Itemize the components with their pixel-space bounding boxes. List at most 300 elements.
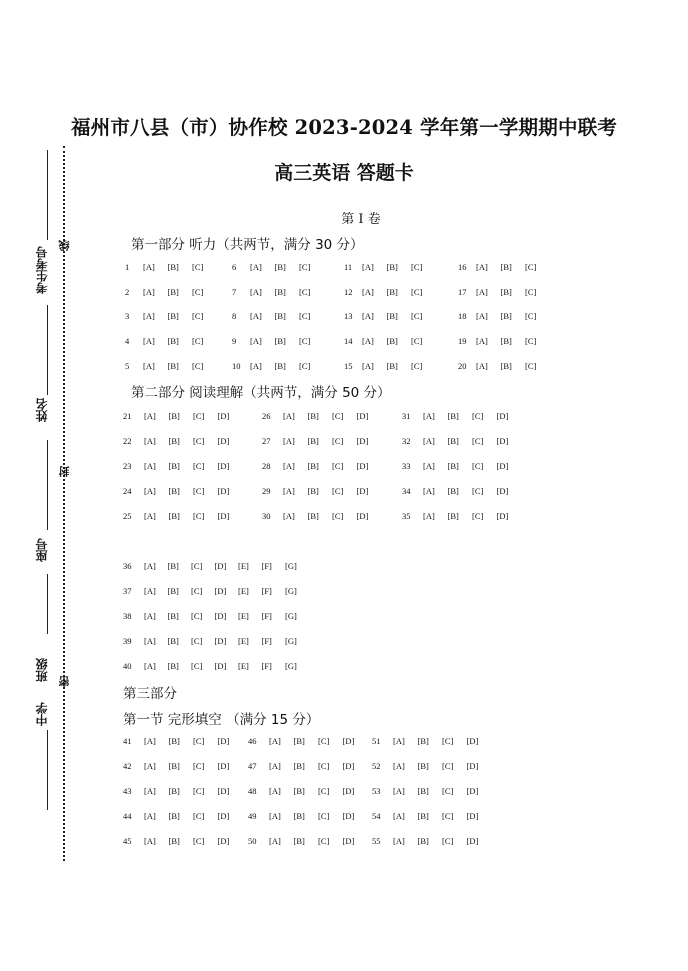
option-a-bubble[interactable]: [A] [269,786,281,796]
option-b-bubble[interactable]: [B] [307,436,319,446]
question-number: 27 [262,436,271,446]
option-b-bubble[interactable]: [B] [167,586,179,596]
option-d-bubble[interactable]: [D] [217,761,230,771]
question-38 [123,611,309,621]
name-label: 姓名 [35,398,49,422]
option-d-bubble[interactable]: [D] [342,811,355,821]
option-b-bubble[interactable]: [B] [307,511,319,521]
question-number: 39 [123,636,132,646]
option-b-bubble[interactable]: [B] [274,311,286,321]
option-b-bubble[interactable]: [B] [167,262,179,272]
option-g-bubble[interactable]: [G] [285,561,297,571]
question-number: 51 [372,736,381,746]
question-48 [248,786,367,796]
option-b-bubble[interactable]: [B] [500,361,512,371]
option-a-bubble[interactable]: [A] [393,836,405,846]
option-b-bubble[interactable]: [B] [417,811,429,821]
question-40 [123,661,309,671]
option-c-bubble[interactable]: [C] [193,411,205,421]
question-25 [123,511,242,521]
option-b-bubble[interactable]: [B] [167,636,179,646]
option-d-bubble[interactable]: [D] [496,411,509,421]
option-c-bubble[interactable]: [C] [442,836,454,846]
option-a-bubble[interactable]: [A] [362,311,374,321]
question-number: 49 [248,811,257,821]
option-c-bubble[interactable]: [C] [193,511,205,521]
option-a-bubble[interactable]: [A] [144,786,156,796]
option-c-bubble[interactable]: [C] [472,486,484,496]
option-c-bubble[interactable]: [C] [318,786,330,796]
option-b-bubble[interactable]: [B] [307,486,319,496]
question-55 [372,836,491,846]
option-d-bubble[interactable]: [D] [217,511,230,521]
option-b-bubble[interactable]: [B] [168,811,180,821]
question-34 [402,486,521,496]
name-line[interactable] [47,440,48,530]
option-b-bubble[interactable]: [B] [167,361,179,371]
option-d-bubble[interactable]: [D] [466,761,479,771]
option-c-bubble[interactable]: [C] [191,636,203,646]
question-number: 28 [262,461,271,471]
option-a-bubble[interactable]: [A] [143,262,155,272]
option-d-bubble[interactable]: [D] [356,411,369,421]
option-b-bubble[interactable]: [B] [167,561,179,571]
option-d-bubble[interactable]: [D] [356,486,369,496]
question-number: 38 [123,611,132,621]
option-d-bubble[interactable]: [D] [356,511,369,521]
part3-subheading: 第一节 完形填空 （满分 15 分） [123,712,320,728]
exam-number-line-lower[interactable] [47,305,48,395]
option-a-bubble[interactable]: [A] [144,486,156,496]
option-c-bubble[interactable]: [C] [193,786,205,796]
option-f-bubble[interactable]: [F] [261,636,272,646]
option-a-bubble[interactable]: [A] [283,411,295,421]
question-43 [123,786,242,796]
part2-heading: 第二部分 阅读理解（共两节，满分 50 分） [131,385,391,401]
option-c-bubble[interactable]: [C] [318,836,330,846]
option-a-bubble[interactable]: [A] [144,761,156,771]
option-c-bubble[interactable]: [C] [191,661,203,671]
option-d-bubble[interactable]: [D] [496,486,509,496]
option-b-bubble[interactable]: [B] [274,336,286,346]
option-b-bubble[interactable]: [B] [274,287,286,297]
question-21 [123,411,242,421]
option-d-bubble[interactable]: [D] [356,461,369,471]
question-53 [372,786,491,796]
question-number: 10 [232,361,241,371]
option-b-bubble[interactable]: [B] [168,436,180,446]
option-c-bubble[interactable]: [C] [411,262,423,272]
option-c-bubble[interactable]: [C] [332,411,344,421]
option-a-bubble[interactable]: [A] [393,761,405,771]
option-b-bubble[interactable]: [B] [447,461,459,471]
option-b-bubble[interactable]: [B] [167,336,179,346]
option-a-bubble[interactable]: [A] [269,761,281,771]
question-number: 29 [262,486,271,496]
option-c-bubble[interactable]: [C] [472,511,484,521]
option-b-bubble[interactable]: [B] [447,436,459,446]
question-3 [125,311,217,321]
option-c-bubble[interactable]: [C] [299,311,311,321]
option-f-bubble[interactable]: [F] [261,661,272,671]
option-c-bubble[interactable]: [C] [299,336,311,346]
option-c-bubble[interactable]: [C] [193,461,205,471]
option-b-bubble[interactable]: [B] [168,486,180,496]
option-e-bubble[interactable]: [E] [238,636,249,646]
option-b-bubble[interactable]: [B] [417,836,429,846]
question-49 [248,811,367,821]
option-b-bubble[interactable]: [B] [293,786,305,796]
option-b-bubble[interactable]: [B] [307,411,319,421]
option-c-bubble[interactable]: [C] [299,287,311,297]
option-c-bubble[interactable]: [C] [193,811,205,821]
option-d-bubble[interactable]: [D] [217,461,230,471]
secret-char: 密 [58,676,71,687]
option-e-bubble[interactable]: [E] [238,661,249,671]
option-a-bubble[interactable]: [A] [269,836,281,846]
option-a-bubble[interactable]: [A] [143,361,155,371]
question-6 [232,262,324,272]
option-a-bubble[interactable]: [A] [144,611,156,621]
question-23 [123,461,242,471]
option-d-bubble[interactable]: [D] [217,811,230,821]
option-d-bubble[interactable]: [D] [496,436,509,446]
option-b-bubble[interactable]: [B] [307,461,319,471]
question-number: 16 [458,262,467,272]
option-g-bubble[interactable]: [G] [285,611,297,621]
option-c-bubble[interactable]: [C] [472,461,484,471]
option-a-bubble[interactable]: [A] [476,287,488,297]
option-c-bubble[interactable]: [C] [525,262,537,272]
page-subtitle: 高三英语 答题卡 [274,162,414,184]
question-39 [123,636,309,646]
option-b-bubble[interactable]: [B] [274,262,286,272]
option-a-bubble[interactable]: [A] [393,736,405,746]
option-b-bubble[interactable]: [B] [168,836,180,846]
option-c-bubble[interactable]: [C] [193,836,205,846]
question-4 [125,336,217,346]
option-c-bubble[interactable]: [C] [411,361,423,371]
option-c-bubble[interactable]: [C] [411,311,423,321]
option-b-bubble[interactable]: [B] [500,336,512,346]
option-b-bubble[interactable]: [B] [168,511,180,521]
question-number: 2 [125,287,130,297]
option-b-bubble[interactable]: [B] [417,761,429,771]
volume-label: 第 I 卷 [341,212,381,227]
question-number: 21 [123,411,132,421]
option-a-bubble[interactable]: [A] [250,287,262,297]
option-b-bubble[interactable]: [B] [386,336,398,346]
option-c-bubble[interactable]: [C] [442,811,454,821]
question-number: 33 [402,461,411,471]
question-number: 11 [344,262,353,272]
option-g-bubble[interactable]: [G] [285,661,297,671]
option-a-bubble[interactable]: [A] [144,561,156,571]
option-a-bubble[interactable]: [A] [283,486,295,496]
question-54 [372,811,491,821]
option-b-bubble[interactable]: [B] [168,761,180,771]
option-a-bubble[interactable]: [A] [423,411,435,421]
option-c-bubble[interactable]: [C] [193,761,205,771]
question-number: 54 [372,811,381,821]
option-a-bubble[interactable]: [A] [423,486,435,496]
option-d-bubble[interactable]: [D] [217,411,230,421]
option-a-bubble[interactable]: [A] [476,336,488,346]
option-f-bubble[interactable]: [F] [261,561,272,571]
question-number: 30 [262,511,271,521]
question-11 [344,262,436,272]
question-9 [232,336,324,346]
question-10 [232,361,324,371]
option-d-bubble[interactable]: [D] [496,461,509,471]
option-c-bubble[interactable]: [C] [192,287,204,297]
option-a-bubble[interactable]: [A] [423,436,435,446]
option-c-bubble[interactable]: [C] [192,336,204,346]
option-d-bubble[interactable]: [D] [214,661,227,671]
option-a-bubble[interactable]: [A] [144,661,156,671]
option-c-bubble[interactable]: [C] [299,262,311,272]
option-a-bubble[interactable]: [A] [362,361,374,371]
question-number: 52 [372,761,381,771]
option-d-bubble[interactable]: [D] [342,786,355,796]
question-number: 42 [123,761,132,771]
option-b-bubble[interactable]: [B] [274,361,286,371]
class-label: 班级 [35,658,49,682]
option-b-bubble[interactable]: [B] [167,287,179,297]
option-a-bubble[interactable]: [A] [250,262,262,272]
option-a-bubble[interactable]: [A] [362,287,374,297]
option-b-bubble[interactable]: [B] [447,486,459,496]
option-b-bubble[interactable]: [B] [167,311,179,321]
option-c-bubble[interactable]: [C] [525,336,537,346]
option-d-bubble[interactable]: [D] [217,736,230,746]
question-24 [123,486,242,496]
question-number: 44 [123,811,132,821]
option-d-bubble[interactable]: [D] [217,836,230,846]
option-a-bubble[interactable]: [A] [144,411,156,421]
question-number: 45 [123,836,132,846]
question-19 [458,336,550,346]
question-number: 5 [125,361,130,371]
option-b-bubble[interactable]: [B] [447,511,459,521]
question-46 [248,736,367,746]
option-d-bubble[interactable]: [D] [466,811,479,821]
option-c-bubble[interactable]: [C] [442,786,454,796]
option-b-bubble[interactable]: [B] [417,786,429,796]
seat-number-line[interactable] [47,574,48,634]
option-d-bubble[interactable]: [D] [342,736,355,746]
option-c-bubble[interactable]: [C] [191,561,203,571]
question-42 [123,761,242,771]
option-a-bubble[interactable]: [A] [476,311,488,321]
question-number: 12 [344,287,353,297]
question-22 [123,436,242,446]
option-d-bubble[interactable]: [D] [214,636,227,646]
question-number: 43 [123,786,132,796]
option-f-bubble[interactable]: [F] [261,611,272,621]
question-number: 47 [248,761,257,771]
option-a-bubble[interactable]: [A] [393,811,405,821]
option-d-bubble[interactable]: [D] [217,786,230,796]
question-14 [344,336,436,346]
option-d-bubble[interactable]: [D] [217,486,230,496]
option-b-bubble[interactable]: [B] [293,836,305,846]
option-c-bubble[interactable]: [C] [442,761,454,771]
option-a-bubble[interactable]: [A] [144,836,156,846]
option-c-bubble[interactable]: [C] [332,511,344,521]
option-a-bubble[interactable]: [A] [362,336,374,346]
option-b-bubble[interactable]: [B] [167,611,179,621]
question-17 [458,287,550,297]
option-c-bubble[interactable]: [C] [191,586,203,596]
school-line[interactable] [47,730,48,810]
question-number: 1 [125,262,130,272]
option-d-bubble[interactable]: [D] [342,836,355,846]
option-c-bubble[interactable]: [C] [318,811,330,821]
option-b-bubble[interactable]: [B] [386,262,398,272]
option-a-bubble[interactable]: [A] [144,436,156,446]
option-c-bubble[interactable]: [C] [193,736,205,746]
option-g-bubble[interactable]: [G] [285,586,297,596]
option-b-bubble[interactable]: [B] [168,736,180,746]
option-a-bubble[interactable]: [A] [476,361,488,371]
option-a-bubble[interactable]: [A] [144,736,156,746]
question-number: 24 [123,486,132,496]
option-a-bubble[interactable]: [A] [283,511,295,521]
option-c-bubble[interactable]: [C] [191,611,203,621]
option-a-bubble[interactable]: [A] [144,636,156,646]
option-g-bubble[interactable]: [G] [285,636,297,646]
option-a-bubble[interactable]: [A] [423,461,435,471]
exam-number-label: 考生考号 [35,246,49,294]
option-b-bubble[interactable]: [B] [293,761,305,771]
option-c-bubble[interactable]: [C] [192,311,204,321]
question-number: 3 [125,311,130,321]
option-c-bubble[interactable]: [C] [525,361,537,371]
option-d-bubble[interactable]: [D] [214,611,227,621]
option-b-bubble[interactable]: [B] [293,811,305,821]
question-8 [232,311,324,321]
question-number: 40 [123,661,132,671]
option-c-bubble[interactable]: [C] [193,486,205,496]
option-d-bubble[interactable]: [D] [214,586,227,596]
option-e-bubble[interactable]: [E] [238,611,249,621]
option-e-bubble[interactable]: [E] [238,586,249,596]
option-c-bubble[interactable]: [C] [332,436,344,446]
option-a-bubble[interactable]: [A] [423,511,435,521]
option-d-bubble[interactable]: [D] [217,436,230,446]
question-30 [262,511,381,521]
option-c-bubble[interactable]: [C] [318,761,330,771]
option-c-bubble[interactable]: [C] [411,336,423,346]
option-b-bubble[interactable]: [B] [168,411,180,421]
option-a-bubble[interactable]: [A] [144,586,156,596]
question-44 [123,811,242,821]
option-f-bubble[interactable]: [F] [261,586,272,596]
exam-number-line[interactable] [47,150,48,240]
option-c-bubble[interactable]: [C] [525,311,537,321]
option-a-bubble[interactable]: [A] [143,336,155,346]
option-a-bubble[interactable]: [A] [393,786,405,796]
option-d-bubble[interactable]: [D] [342,761,355,771]
option-c-bubble[interactable]: [C] [442,736,454,746]
option-d-bubble[interactable]: [D] [496,511,509,521]
option-a-bubble[interactable]: [A] [144,511,156,521]
option-b-bubble[interactable]: [B] [386,361,398,371]
question-29 [262,486,381,496]
binding-dotted-line [63,146,65,861]
option-b-bubble[interactable]: [B] [500,287,512,297]
option-b-bubble[interactable]: [B] [167,661,179,671]
option-d-bubble[interactable]: [D] [466,736,479,746]
option-b-bubble[interactable]: [B] [168,461,180,471]
option-b-bubble[interactable]: [B] [386,287,398,297]
option-c-bubble[interactable]: [C] [472,411,484,421]
question-number: 8 [232,311,237,321]
option-c-bubble[interactable]: [C] [525,287,537,297]
option-b-bubble[interactable]: [B] [500,311,512,321]
option-a-bubble[interactable]: [A] [250,311,262,321]
option-d-bubble[interactable]: [D] [356,436,369,446]
option-c-bubble[interactable]: [C] [192,361,204,371]
option-a-bubble[interactable]: [A] [143,311,155,321]
question-5 [125,361,217,371]
question-28 [262,461,381,471]
option-c-bubble[interactable]: [C] [472,436,484,446]
option-a-bubble[interactable]: [A] [362,262,374,272]
question-number: 50 [248,836,257,846]
question-number: 31 [402,411,411,421]
option-c-bubble[interactable]: [C] [332,461,344,471]
question-41 [123,736,242,746]
option-c-bubble[interactable]: [C] [318,736,330,746]
option-d-bubble[interactable]: [D] [466,836,479,846]
question-7 [232,287,324,297]
option-b-bubble[interactable]: [B] [293,736,305,746]
option-b-bubble[interactable]: [B] [417,736,429,746]
option-a-bubble[interactable]: [A] [283,436,295,446]
option-b-bubble[interactable]: [B] [500,262,512,272]
option-e-bubble[interactable]: [E] [238,561,249,571]
option-a-bubble[interactable]: [A] [144,811,156,821]
question-18 [458,311,550,321]
question-number: 55 [372,836,381,846]
part1-heading: 第一部分 听力（共两节，满分 30 分） [131,237,364,253]
question-36 [123,561,309,571]
option-b-bubble[interactable]: [B] [168,786,180,796]
option-c-bubble[interactable]: [C] [299,361,311,371]
option-a-bubble[interactable]: [A] [283,461,295,471]
question-number: 6 [232,262,237,272]
option-b-bubble[interactable]: [B] [447,411,459,421]
option-a-bubble[interactable]: [A] [250,336,262,346]
question-20 [458,361,550,371]
question-number: 32 [402,436,411,446]
option-a-bubble[interactable]: [A] [144,461,156,471]
option-b-bubble[interactable]: [B] [386,311,398,321]
option-a-bubble[interactable]: [A] [269,736,281,746]
option-a-bubble[interactable]: [A] [269,811,281,821]
option-a-bubble[interactable]: [A] [250,361,262,371]
option-a-bubble[interactable]: [A] [476,262,488,272]
option-d-bubble[interactable]: [D] [466,786,479,796]
option-d-bubble[interactable]: [D] [214,561,227,571]
option-c-bubble[interactable]: [C] [411,287,423,297]
option-a-bubble[interactable]: [A] [143,287,155,297]
option-c-bubble[interactable]: [C] [192,262,204,272]
option-c-bubble[interactable]: [C] [332,486,344,496]
option-c-bubble[interactable]: [C] [193,436,205,446]
